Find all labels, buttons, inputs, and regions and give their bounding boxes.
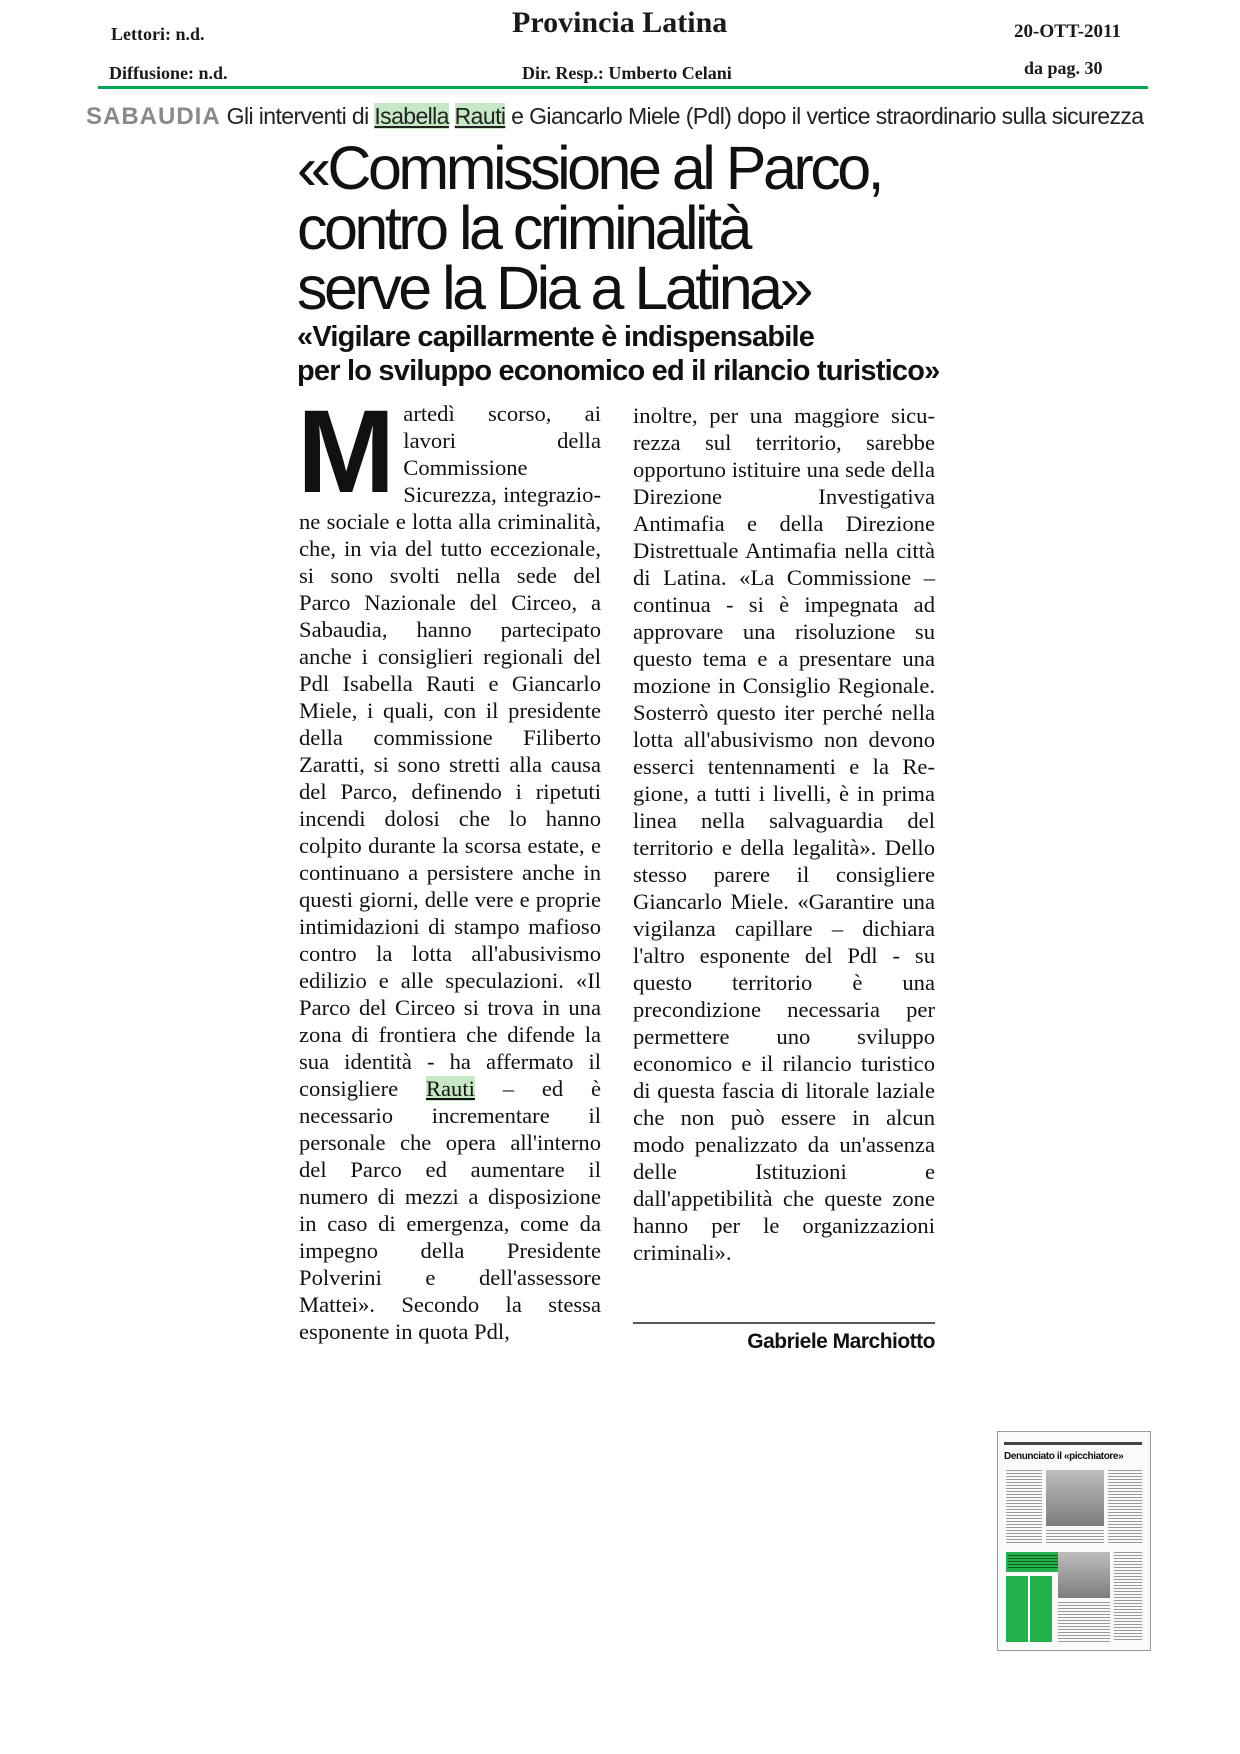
kicker-line <box>86 103 1156 131</box>
subhead-line: «Vigilare capillarmente è indispensabile <box>297 321 815 353</box>
thumbnail-photo <box>1046 1470 1104 1526</box>
highlighted-name: Rauti <box>425 1076 475 1101</box>
page-number-label: da pag. 30 <box>1024 58 1103 78</box>
article-column-1 <box>297 386 601 1345</box>
thumbnail-text-block <box>1108 1470 1142 1544</box>
subhead-line: per lo sviluppo economico ed il rilancio turistico» <box>297 355 940 387</box>
thumbnail-text-block <box>1114 1552 1142 1642</box>
kicker-text <box>449 103 455 129</box>
thumbnail-green-box <box>1030 1576 1052 1642</box>
circulation-label: Diffusione: n.d. <box>109 63 228 83</box>
article-column-2 <box>633 402 935 1266</box>
editor-in-chief-label: Dir. Resp.: Umberto Celani <box>522 63 732 83</box>
article-headline <box>297 134 987 322</box>
article-paragraph <box>297 386 601 1345</box>
newspaper-masthead: Provincia Latina <box>512 6 728 39</box>
highlighted-name: Rauti <box>454 103 506 129</box>
readers-label: Lettori: n.d. <box>111 24 205 44</box>
thumbnail-text-block <box>1058 1602 1110 1642</box>
kicker-text: Gli interventi di <box>226 103 375 129</box>
article-paragraph: inoltre, per una maggiore sicurezza sul territorio, sarebbe opportuno istituire una sede della Direzione Investigativa Antimafia e della Direzione Distrettuale Antimafia nella città di Latina. «La Commissione – continua - si è impegnata ad approvare una risoluzione su questo tema e a presentare una mozione in Consiglio Regionale. Sosterrò questo iter perché nella lotta all'abusivismo non devono esserci tentennamenti e la Regione, a tutti i livelli, è in prima linea nella salvaguardia del territorio e della legalità». Dello stesso parere il consigliere Giancarlo Miele. «Garantire una vigilanza capillare – dichiara l'altro esponente del Pdl - su questo territorio è una precondizione necessaria per permettere uno sviluppo economico e il rilancio turistico di questa fascia di litorale laziale che non può essere in alcun modo penalizzato da un'assenza delle Istituzioni e dall'appetibilità che queste zone hanno per le organizzazioni criminali». <box>633 403 935 1265</box>
thumbnail-text-block <box>1046 1530 1104 1544</box>
thumbnail-green-box <box>1006 1576 1028 1642</box>
page-thumbnail[interactable] <box>997 1431 1151 1651</box>
thumbnail-photo <box>1058 1552 1110 1598</box>
thumbnail-text-block <box>1006 1470 1042 1544</box>
kicker-text: e Giancarlo Miele (Pdl) dopo il vertice straordinario sulla sicurezza <box>505 103 1144 129</box>
body-text: artedì scorso, ai lavori della Commissione Sicurezza, integrazione sociale e lotta alla criminalità, che, in via del tutto eccezionale, si sono svolti nella sede del Parco Nazionale del Circeo, a Sabaudia, hanno partecipato anche i consiglieri regionali del Pdl Isabella Rauti e Giancarlo Miele, i quali, con il presidente della commissione Filiberto Zaratti, si sono stretti alla causa del Parco, definendo i ripetuti incendi dolosi che lo hanno colpito durante la scorsa estate, e continuano a persistere anche in questi giorni, delle vere e proprie intimidazioni di stampo mafioso contro la lotta all'abusivismo edilizio e alle speculazioni. «Il Parco del Circeo si trova in una zona di frontiera che difende la sua identità - ha affermato il consigliere <box>299 401 601 1101</box>
byline-divider <box>633 1322 935 1324</box>
headline-line: serve la Dia a Latina» <box>297 254 811 322</box>
thumbnail-headline: Denunciato il «picchiatore» <box>1004 1451 1124 1462</box>
drop-cap: M <box>297 386 396 518</box>
article-subheadline <box>297 320 987 388</box>
body-text: – ed è necessario incrementare il personale che opera all'interno del Parco ed aumentare il numero di mezzi a disposizione in caso di emergenza, come da impegno della Presidente Polverini e dell'assessore Mattei». Secondo la stessa esponente in quota Pdl, <box>299 1076 601 1344</box>
thumbnail-text-block <box>1008 1555 1062 1569</box>
header-divider <box>98 86 1148 89</box>
author-byline: Gabriele Marchiotto <box>747 1330 935 1353</box>
publication-date: 20-OTT-2011 <box>1014 21 1121 42</box>
thumbnail-header-bar <box>1004 1442 1142 1445</box>
highlighted-name: Isabella <box>374 103 449 129</box>
headline-line: contro la criminalità <box>297 194 749 262</box>
section-label: SABAUDIA <box>86 103 221 130</box>
headline-line: «Commissione al Parco, <box>297 134 882 202</box>
